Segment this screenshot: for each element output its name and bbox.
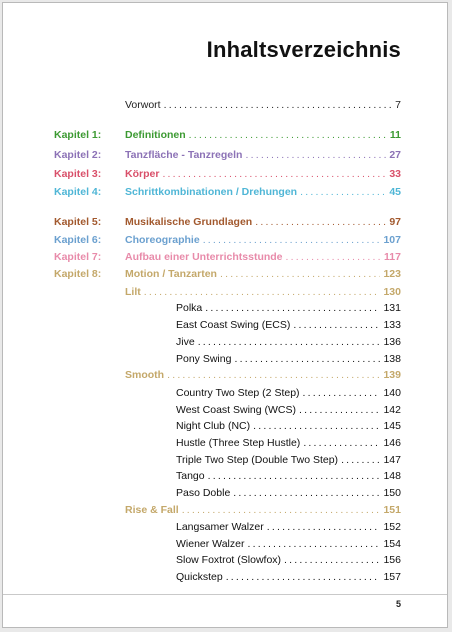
toc-entry[interactable] [176, 536, 401, 552]
toc-entry[interactable] [176, 569, 401, 585]
entry-label: Pony Swing [176, 353, 232, 365]
toc-entry[interactable] [125, 184, 401, 200]
entry-page-number: 117 [384, 251, 401, 263]
toc-entry[interactable] [125, 97, 401, 113]
entry-label: Paso Doble [176, 487, 231, 499]
toc-row [3, 351, 447, 367]
entry-page-number: 152 [383, 521, 401, 533]
entry-page-number: 157 [383, 571, 401, 583]
entry-page-number: 146 [383, 437, 401, 449]
toc-entry[interactable] [176, 402, 401, 418]
toc-row [3, 536, 447, 552]
toc-entry[interactable] [125, 214, 401, 230]
dot-leader [253, 418, 380, 434]
toc-row [3, 232, 447, 248]
dot-leader [247, 536, 380, 552]
toc-row [3, 435, 447, 451]
entry-page-number: 11 [389, 129, 401, 141]
entry-page-number: 145 [383, 420, 401, 432]
chapter-number: Kapitel 6: [54, 234, 102, 246]
dot-leader [245, 147, 386, 163]
toc-entry[interactable] [176, 351, 401, 367]
entry-label: Aufbau einer Unterrichtsstunde [125, 251, 283, 263]
toc-entry[interactable] [176, 468, 401, 484]
toc-row [3, 97, 447, 113]
footer-divider [3, 594, 447, 595]
dot-leader [300, 184, 386, 200]
dot-leader [144, 284, 381, 300]
chapter-number: Kapitel 4: [54, 186, 102, 198]
entry-label: Country Two Step (2 Step) [176, 387, 300, 399]
entry-page-number: 139 [383, 369, 401, 381]
toc-row [3, 249, 447, 265]
dot-leader [189, 127, 387, 143]
entry-label: Choreographie [125, 234, 200, 246]
dot-leader [205, 300, 380, 316]
toc-entry[interactable] [125, 367, 401, 383]
toc-entry[interactable] [176, 485, 401, 501]
toc-row [3, 147, 447, 163]
page-number: 5 [395, 599, 401, 609]
chapter-number: Kapitel 5: [54, 216, 102, 228]
entry-page-number: 151 [383, 504, 401, 516]
entry-page-number: 107 [383, 234, 401, 246]
toc-row [3, 334, 447, 350]
dot-leader [198, 334, 381, 350]
toc-row [3, 519, 447, 535]
toc-entry[interactable] [176, 552, 401, 568]
dot-leader [226, 569, 381, 585]
toc-entry[interactable] [125, 502, 401, 518]
toc-row [3, 452, 447, 468]
entry-page-number: 154 [383, 538, 401, 550]
entry-page-number: 138 [383, 353, 401, 365]
toc-entry[interactable] [176, 334, 401, 350]
toc-row [3, 418, 447, 434]
entry-label: Slow Foxtrot (Slowfox) [176, 554, 282, 566]
page-title: Inhaltsverzeichnis [206, 37, 401, 62]
toc-entry[interactable] [125, 127, 401, 143]
toc-entry[interactable] [176, 435, 401, 451]
dot-leader [303, 435, 380, 451]
entry-page-number: 33 [389, 168, 401, 180]
toc-entry[interactable] [125, 232, 401, 248]
dot-leader [293, 317, 380, 333]
dot-leader [203, 232, 381, 248]
dot-leader [162, 166, 386, 182]
dot-leader [182, 502, 381, 518]
dot-leader [234, 351, 380, 367]
chapter-number: Kapitel 1: [54, 129, 102, 141]
entry-label: Definitionen [125, 129, 186, 141]
toc-entry[interactable] [125, 249, 401, 265]
toc-entry[interactable] [176, 418, 401, 434]
entry-page-number: 7 [395, 99, 401, 111]
entry-label: Vorwort [125, 99, 161, 111]
entry-label: Quickstep [176, 571, 223, 583]
toc-row [3, 184, 447, 200]
entry-label: Smooth [125, 369, 165, 381]
entry-label: Langsamer Walzer [176, 521, 264, 533]
toc-entry[interactable] [125, 266, 401, 282]
toc-row [3, 502, 447, 518]
toc-entry[interactable] [125, 166, 401, 182]
entry-page-number: 140 [383, 387, 401, 399]
entry-page-number: 130 [383, 286, 401, 298]
entry-label: Night Club (NC) [176, 420, 251, 432]
entry-label: Lilt [125, 286, 141, 298]
dot-leader [303, 385, 381, 401]
toc-row [3, 127, 447, 143]
toc-row [3, 367, 447, 383]
dot-leader [208, 468, 381, 484]
entry-label: Jive [176, 336, 195, 348]
entry-label: Tanzfläche - Tanzregeln [125, 149, 243, 161]
entry-label: Wiener Walzer [176, 538, 245, 550]
entry-page-number: 97 [389, 216, 401, 228]
dot-leader [167, 367, 380, 383]
toc-row [3, 214, 447, 230]
toc-entry[interactable] [176, 300, 401, 316]
entry-page-number: 142 [383, 404, 401, 416]
dot-leader [255, 214, 386, 230]
entry-page-number: 148 [383, 470, 401, 482]
chapter-number: Kapitel 3: [54, 168, 102, 180]
table-of-contents [3, 3, 447, 627]
toc-entry[interactable] [176, 519, 401, 535]
toc-row [3, 552, 447, 568]
entry-page-number: 45 [389, 186, 401, 198]
toc-entry[interactable] [176, 452, 401, 468]
dot-leader [299, 402, 380, 418]
entry-label: Musikalische Grundlagen [125, 216, 253, 228]
dot-leader [164, 97, 393, 113]
toc-row [3, 485, 447, 501]
chapter-number: Kapitel 2: [54, 149, 102, 161]
dot-leader [220, 266, 381, 282]
document-page [2, 2, 448, 628]
toc-row [3, 284, 447, 300]
toc-entry[interactable] [125, 147, 401, 163]
entry-label: Tango [176, 470, 205, 482]
entry-label: East Coast Swing (ECS) [176, 319, 291, 331]
dot-leader [233, 485, 380, 501]
toc-entry[interactable] [176, 385, 401, 401]
dot-leader [341, 452, 380, 468]
toc-row [3, 300, 447, 316]
toc-entry[interactable] [125, 284, 401, 300]
entry-label: Körper [125, 168, 160, 180]
toc-row [3, 569, 447, 585]
toc-entry[interactable] [176, 317, 401, 333]
entry-page-number: 150 [383, 487, 401, 499]
toc-row [3, 266, 447, 282]
entry-page-number: 131 [383, 302, 401, 314]
toc-row [3, 402, 447, 418]
toc-row [3, 468, 447, 484]
entry-label: Rise & Fall [125, 504, 179, 516]
chapter-number: Kapitel 8: [54, 268, 102, 280]
entry-page-number: 27 [389, 149, 401, 161]
entry-page-number: 136 [383, 336, 401, 348]
entry-label: Motion / Tanzarten [125, 268, 217, 280]
entry-page-number: 156 [383, 554, 401, 566]
entry-label: Hustle (Three Step Hustle) [176, 437, 301, 449]
entry-label: Polka [176, 302, 203, 314]
entry-page-number: 133 [383, 319, 401, 331]
entry-label: Triple Two Step (Double Two Step) [176, 454, 339, 466]
dot-leader [286, 249, 382, 265]
toc-row [3, 317, 447, 333]
entry-label: West Coast Swing (WCS) [176, 404, 296, 416]
toc-row [3, 166, 447, 182]
entry-page-number: 123 [383, 268, 401, 280]
toc-row [3, 385, 447, 401]
dot-leader [267, 519, 381, 535]
entry-label: Schrittkombinationen / Drehungen [125, 186, 298, 198]
chapter-number: Kapitel 7: [54, 251, 102, 263]
entry-page-number: 147 [383, 454, 401, 466]
dot-leader [284, 552, 380, 568]
